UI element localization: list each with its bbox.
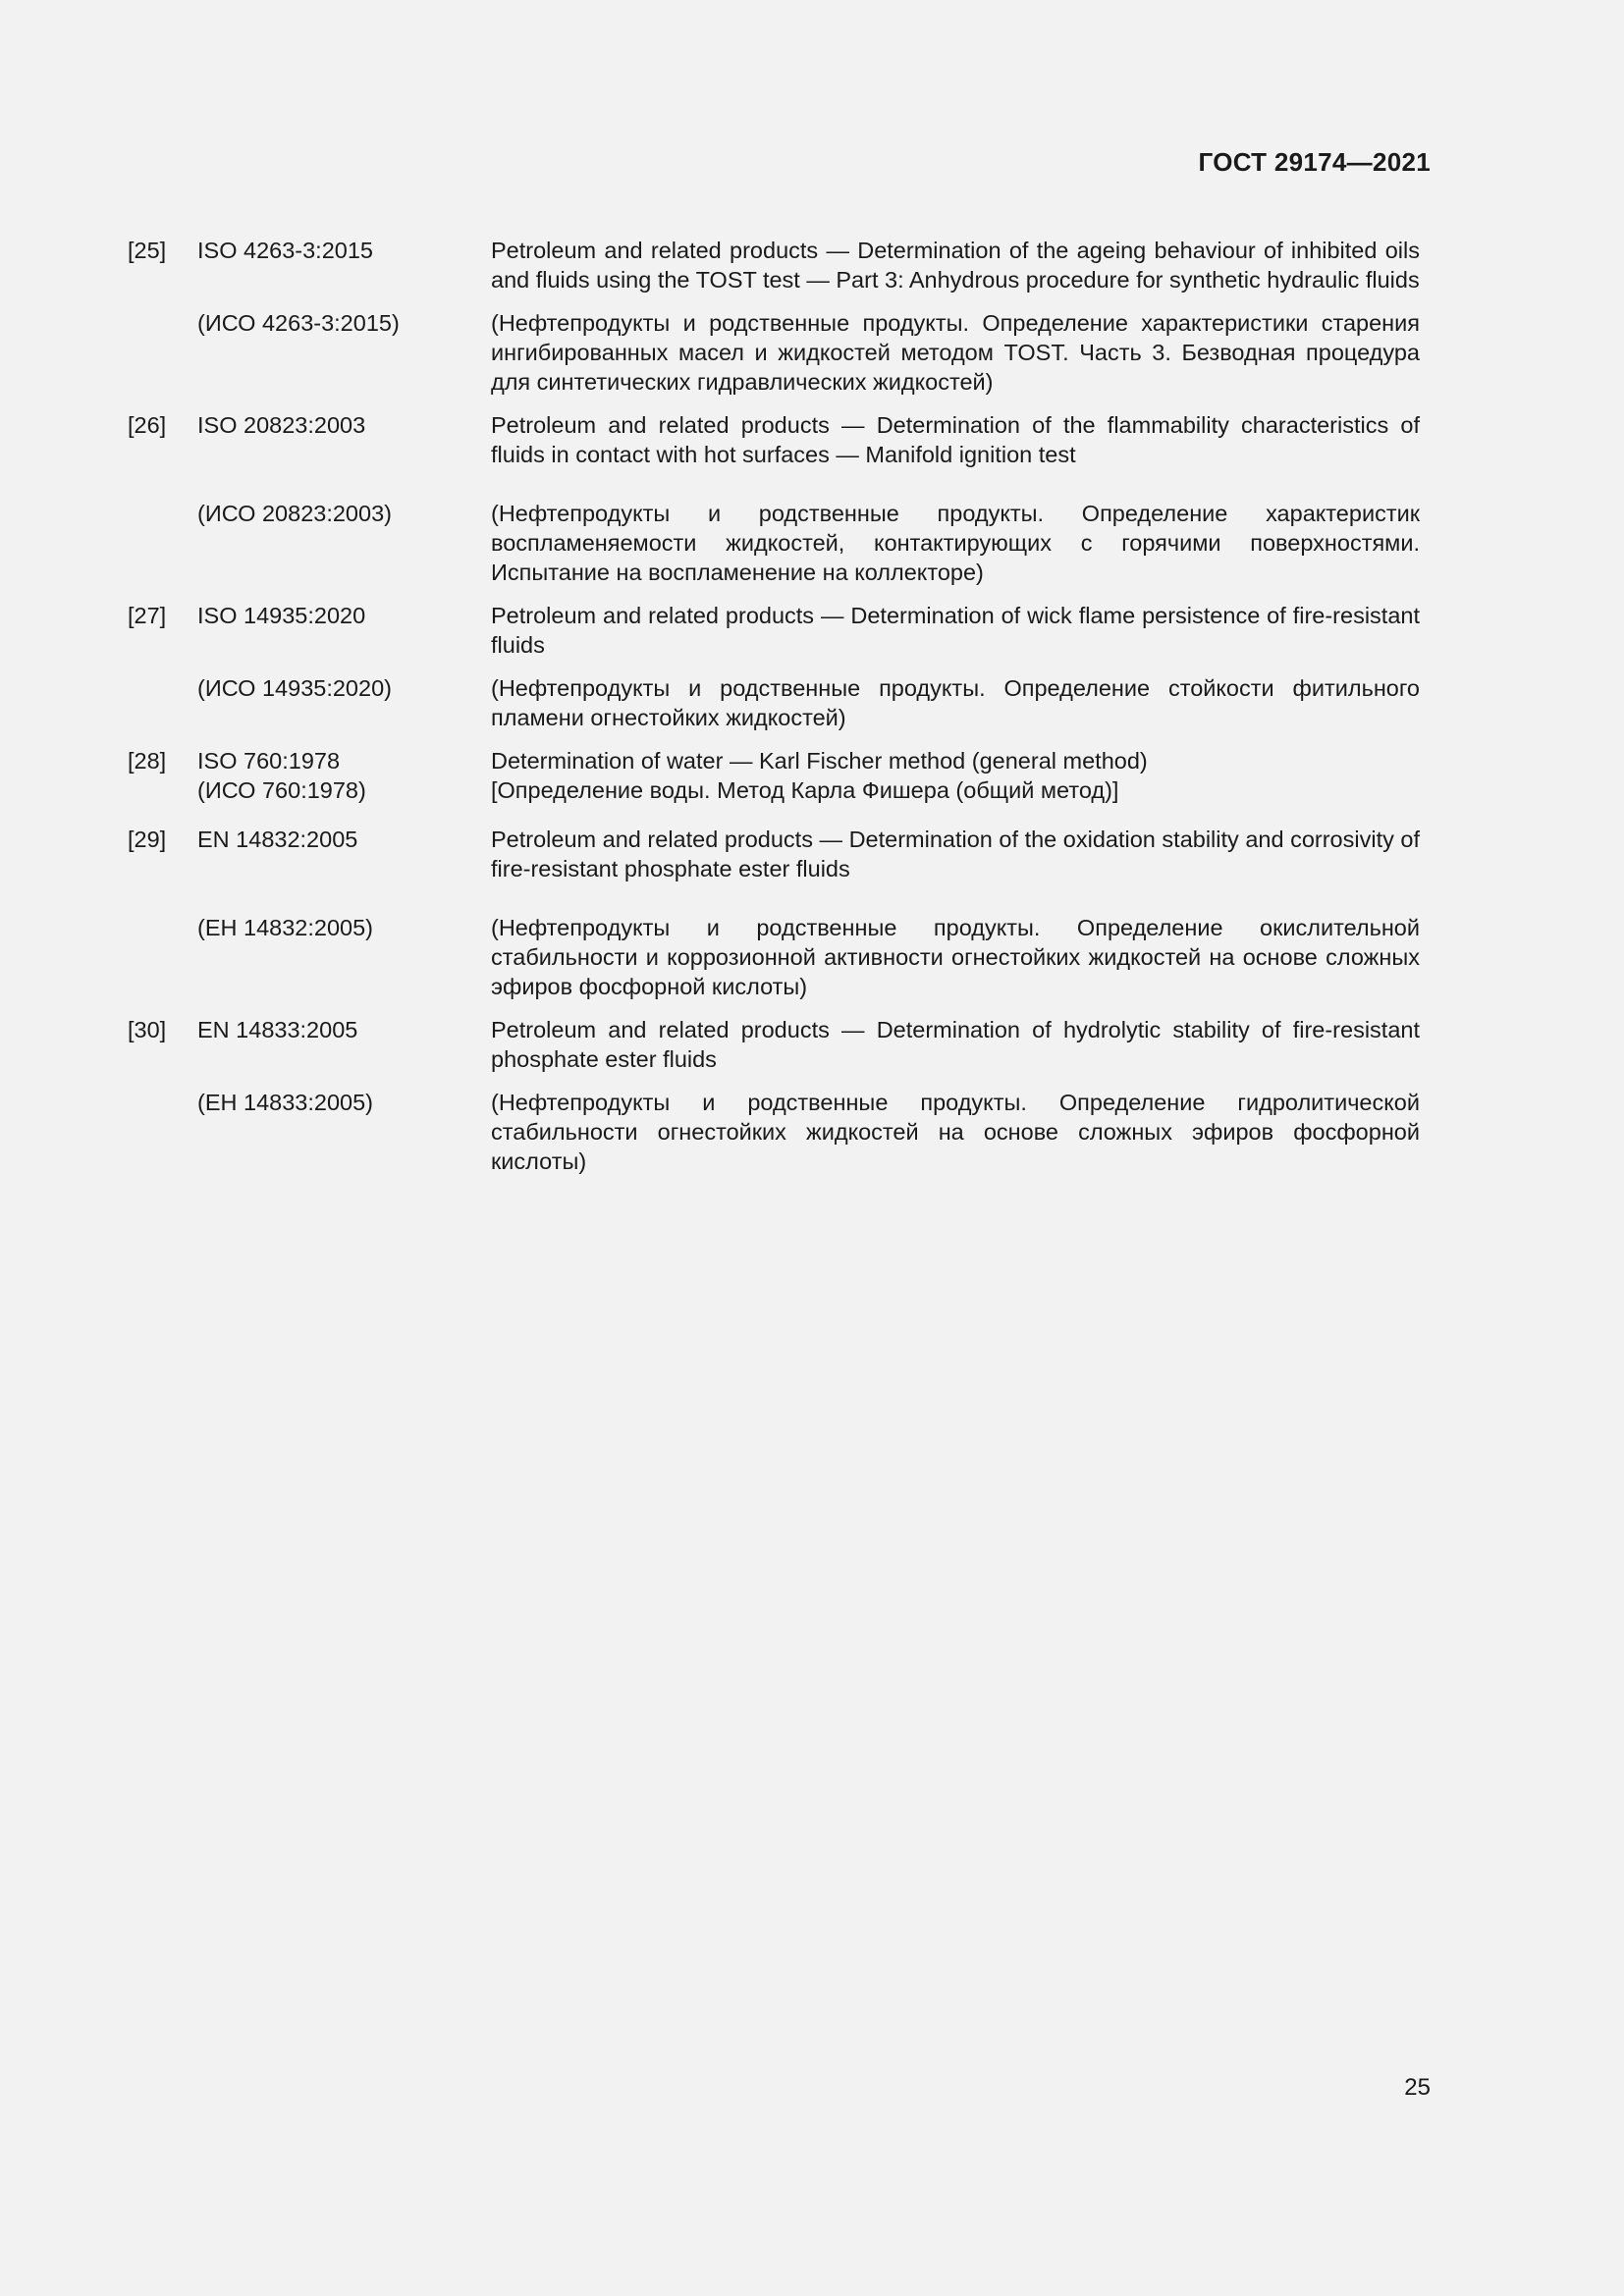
reference-title: Determination of water — Karl Fischer method (general method) [491,748,1148,774]
reference-code: (ИСО 4263-3:2015) [197,310,400,336]
bibliography-list [128,236,1420,1190]
reference-entry-25 [128,236,1420,397]
reference-entry-29 [128,825,1420,1001]
reference-title: (Нефтепродукты и родственные продукты. Определение окислительной стабильности и коррозионной активности огнестойких жидкостей на основе сложных эфиров фосфорной кислоты) [491,915,1420,999]
reference-title: Petroleum and related products — Determination of the oxidation stability and corrosivity of fire-resistant phosphate ester fluids [491,827,1420,881]
document-code-header: ГОСТ 29174—2021 [1198,147,1431,177]
reference-number: [27] [128,603,167,628]
reference-row [128,410,1420,469]
reference-code: (ИСО 14935:2020) [197,675,392,701]
reference-number: [30] [128,1017,167,1042]
reference-title: (Нефтепродукты и родственные продукты. Определение стойкости фитильного пламени огнестойких жидкостей) [491,675,1420,730]
reference-row [128,1015,1420,1074]
reference-entry-28 [128,746,1420,805]
reference-title: (Нефтепродукты и родственные продукты. Определение характеристик воспламеняемости жидкостей, контактирующих с горячими поверхностями. Испытание на воспламенение на коллекторе) [491,501,1420,585]
reference-row-translation [128,673,1420,732]
reference-entry-26 [128,410,1420,587]
reference-row [128,825,1420,883]
reference-entry-30 [128,1015,1420,1176]
reference-code: EN 14832:2005 [197,827,358,852]
reference-row-translation [128,308,1420,397]
reference-number: [25] [128,238,167,263]
reference-number: [26] [128,412,167,438]
reference-number: [29] [128,827,167,852]
reference-row-translation [128,499,1420,587]
reference-title: Petroleum and related products — Determination of hydrolytic stability of fire-resistant phosphate ester fluids [491,1017,1420,1072]
reference-title: [Определение воды. Метод Карла Фишера (общий метод)] [491,777,1119,803]
reference-code: ISO 14935:2020 [197,603,366,628]
reference-entry-27 [128,601,1420,732]
reference-row-translation [128,1088,1420,1176]
reference-code: (ЕН 14833:2005) [197,1090,373,1115]
page-number: 25 [1404,2074,1431,2101]
reference-code: (ИСО 20823:2003) [197,501,392,526]
reference-row [128,601,1420,660]
reference-title: (Нефтепродукты и родственные продукты. Определение характеристики старения ингибированных масел и жидкостей методом TOST. Часть 3. Безводная процедура для синтетических гидравлических жидкостей) [491,310,1420,395]
reference-row [128,236,1420,294]
reference-row-translation [128,913,1420,1001]
reference-code: (ЕН 14832:2005) [197,915,373,940]
reference-number: [28] [128,748,167,774]
reference-row-translation [128,775,1420,805]
reference-code: ISO 4263-3:2015 [197,238,373,263]
reference-code: EN 14833:2005 [197,1017,358,1042]
reference-code: (ИСО 760:1978) [197,777,366,803]
reference-title: Petroleum and related products — Determination of wick flame persistence of fire-resistant fluids [491,603,1420,658]
reference-row [128,746,1420,775]
reference-code: ISO 20823:2003 [197,412,366,438]
reference-title: (Нефтепродукты и родственные продукты. Определение гидролитической стабильности огнестойких жидкостей на основе сложных эфиров фосфорной кислоты) [491,1090,1420,1174]
reference-title: Petroleum and related products — Determination of the ageing behaviour of inhibited oils and fluids using the TOST test — Part 3: Anhydrous procedure for synthetic hydraulic fluids [491,238,1420,293]
reference-title: Petroleum and related products — Determination of the flammability characteristics of fluids in contact with hot surfaces — Manifold ignition test [491,412,1420,467]
reference-code: ISO 760:1978 [197,748,341,774]
